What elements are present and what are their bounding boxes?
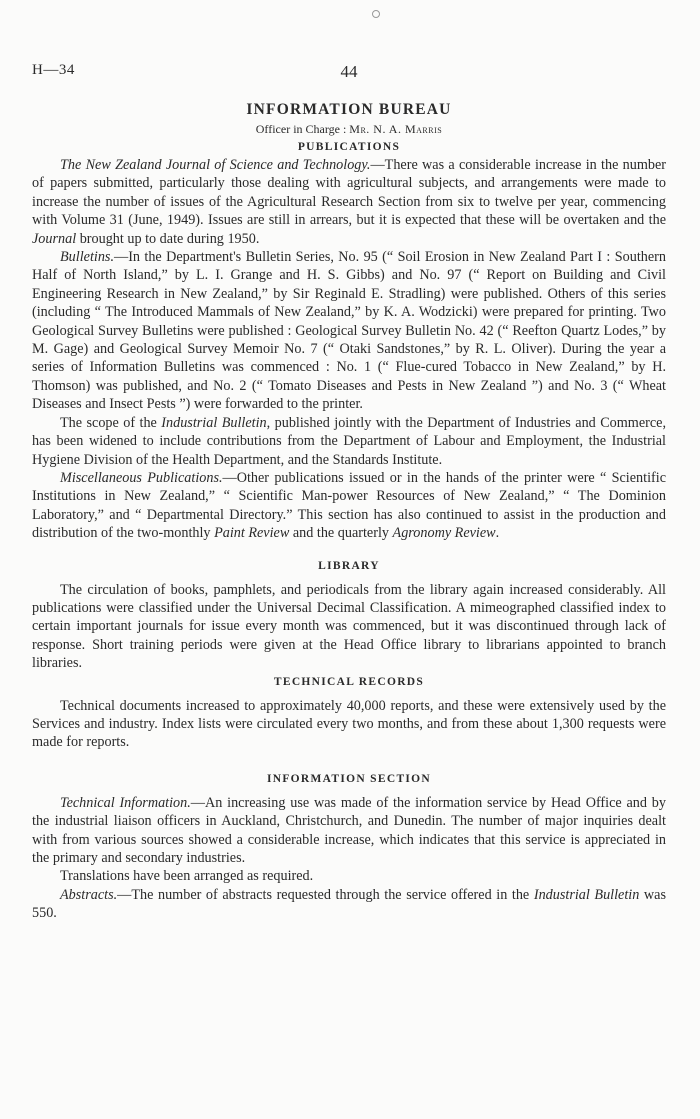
misc-text-end: . [495, 525, 500, 542]
translations-paragraph: Translations have been arranged as required. [60, 868, 314, 885]
journal-lead: The New Zealand Journal of Science and Technology. [60, 157, 371, 173]
bulletins-text: —In the Department's Bulletin Series, No. 95 (“ Soil Erosion in New Zealand Part I : Southern Half of North Island,” by L. I. Grange and H. S. Gibbs) and No. 97 (“ Report on Building and Civil Engineering Research in New Zealand,” by Sir Reginald E. Stradling) were published. Others of this series (including “ The Introduced Mammals of New Zealand,” by K. A. Wodzicki) were prepared for printing. Two Geological Survey Bulletins were published : Geological Survey Bulletin No. 42 (“ Reefton Quartz Lodes,” by M. Gage) and Geological Survey Memoir No. 7 (“ Otaki Sandstones,” by R. L. Oliver). During the year a series of Information Bulletins was commenced : No. 1 (“ Flue-cured Tobacco in New Zealand,” by H. Thomson) was published, and No. 2 (“ Tomato Diseases and Pests in New Zealand ”) and No. 3 (“ Wheat Diseases and Insect Pests ”) were forwarded to the printer. [32, 249, 666, 413]
technical-records-paragraph: Technical documents increased to approximately 40,000 reports, and these were extensively used by the Services and industry. Index lists were circulated every two months, and from these about 1,300 requests were made for reports. [32, 697, 666, 751]
technical-info-lead: Technical Information. [60, 794, 191, 811]
misc-lead: Miscellaneous Publications. [60, 469, 223, 486]
journal-word: Journal [32, 230, 77, 247]
information-section-heading: INFORMATION SECTION [266, 772, 432, 785]
agronomy-review-title: Agronomy Review [392, 525, 496, 542]
bulletins-lead: Bulletins. [60, 249, 114, 266]
page-number: 44 [340, 62, 358, 81]
page-header [32, 62, 666, 82]
officer-name: Mr. N. A. Marris [349, 122, 443, 136]
journal-text-end: brought up to date during 1950. [76, 230, 260, 247]
bulletins-paragraph [32, 248, 666, 414]
industrial-bulletin-title: Industrial Bulletin [161, 414, 267, 431]
industrial-text-end: , published jointly with the Department of Industries and Commerce, has been widened to include contributions from the Department of Labour and Employment, the Industrial Hygiene Division of the Health Department, and the Standards Institute. [32, 414, 666, 468]
technical-records-heading: TECHNICAL RECORDS [273, 675, 425, 688]
abstracts-bulletin-title: Industrial Bulletin [533, 886, 640, 903]
abstracts-text-start: —The number of abstracts requested through the service offered in the [117, 886, 534, 903]
technical-info-text: —An increasing use was made of the information service by Head Office and by the industrial liaison officers in Auckland, Christchurch, and Dunedin. The number of major inquiries dealt with from various sources showed a considerable increase, which indicates that this service is appreciated in the primary and secondary industries. [32, 794, 666, 866]
officer-line [32, 120, 666, 138]
technical-information-paragraph [32, 794, 666, 868]
library-paragraph: The circulation of books, pamphlets, and periodicals from the library again increased considerably. All publications were classified under the Universal Decimal Classification. A mimeographed classified index to certain important journals for issue every month was commenced, but it was discontinued through lack of response. Short training periods were given at the Head Office library to librarians appointed to branch libraries. [32, 581, 666, 672]
officer-label: Officer in Charge : [255, 122, 347, 136]
page-reference: H—34 [32, 62, 75, 78]
misc-text: —Other publications issued or in the hands of the printer were “ Scientific Institutions in New Zealand,” “ Scientific Man-power Resources of New Zealand,” “ The Dominion Laboratory,” and “ Departmental Directory.” This section has also continued to assist in the production and distribution of the two-monthly [32, 469, 666, 542]
bureau-title: INFORMATION BUREAU [246, 101, 452, 118]
abstracts-text-end: was 550. [32, 886, 666, 922]
publications-heading: PUBLICATIONS [297, 141, 401, 153]
misc-text-mid: and the quarterly [289, 525, 393, 542]
misc-publications-paragraph [32, 469, 666, 543]
binding-hole-mark [372, 10, 380, 18]
library-heading: LIBRARY [318, 559, 380, 572]
industrial-bulletin-paragraph [32, 414, 666, 469]
industrial-text-start: The scope of the [60, 414, 162, 431]
abstracts-paragraph [32, 886, 666, 923]
document-body [32, 100, 666, 923]
abstracts-lead: Abstracts. [60, 886, 118, 903]
paint-review-title: Paint Review [214, 525, 290, 542]
journal-text: —There was a considerable increase in the number of papers submitted, particularly those dealing with agricultural subjects, and arrangements were made to increase the number of issues of the Agricultural Research Section from six to twelve per year, commencing with Volume 31 (June, 1949). Issues are still in arrears, but it is expected that these will be overtaken and the [32, 157, 666, 229]
journal-paragraph [32, 156, 666, 248]
